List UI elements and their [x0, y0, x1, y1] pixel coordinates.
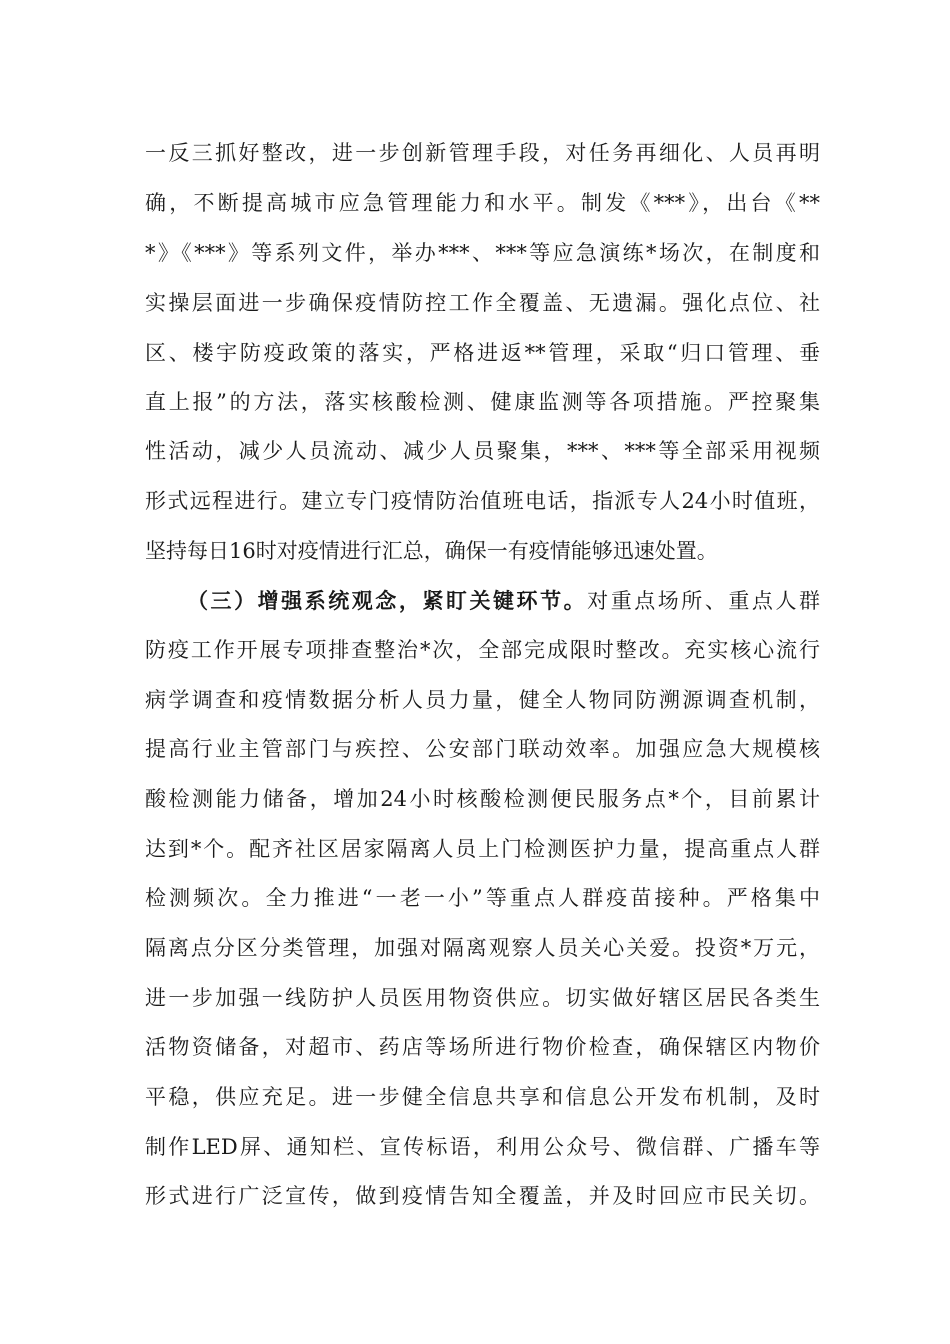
paragraph-2-line-1-rest: 对重点场所、重点人群 — [587, 589, 820, 613]
paragraph-1-line-5: 区、楼宇防疫政策的落实，严格进返**管理，采取“归口管理、垂 — [145, 341, 820, 365]
paragraph-1-line-9: 坚持每日16时对疫情进行汇总，确保一有疫情能够迅速处置。 — [145, 539, 718, 563]
paragraph-2-line-4: 提高行业主管部门与疾控、公安部门联动效率。加强应急大规模核 — [145, 737, 820, 761]
paragraph-2-line-6: 达到*个。配齐社区居家隔离人员上门检测医护力量，提高重点人群 — [145, 837, 820, 861]
paragraph-1-line-8: 形式远程进行。建立专门疫情防治值班电话，指派专人24小时值班， — [145, 489, 820, 513]
paragraph-1-line-6: 直上报”的方法，落实核酸检测、健康监测等各项措施。严控聚集 — [145, 390, 820, 414]
paragraph-2-line-5: 酸检测能力储备，增加24小时核酸检测便民服务点*个，目前累计 — [145, 787, 820, 811]
paragraph-1-line-1: 一反三抓好整改，进一步创新管理手段，对任务再细化、人员再明 — [145, 141, 820, 165]
paragraph-2-line-12: 制作LED屏、通知栏、宣传标语，利用公众号、微信群、广播车等 — [145, 1135, 820, 1159]
paragraph-2-line-1 — [187, 581, 820, 621]
paragraph-2-line-13: 形式进行广泛宣传，做到疫情告知全覆盖，并及时回应市民关切。 — [145, 1184, 820, 1208]
paragraph-2-line-7: 检测频次。全力推进“一老一小”等重点人群疫苗接种。严格集中 — [145, 886, 820, 910]
paragraph-2-line-11: 平稳，供应充足。进一步健全信息共享和信息公开发布机制，及时 — [145, 1085, 820, 1109]
paragraph-1-line-4: 实操层面进一步确保疫情防控工作全覆盖、无遗漏。强化点位、社 — [145, 291, 820, 315]
section-heading: （三）增强系统观念，紧盯关键环节。 — [187, 588, 588, 613]
paragraph-1-line-7: 性活动，减少人员流动、减少人员聚集，***、***等全部采用视频 — [145, 439, 820, 463]
paragraph-2-line-9: 进一步加强一线防护人员医用物资供应。切实做好辖区居民各类生 — [145, 986, 820, 1010]
paragraph-2-line-10: 活物资储备，对超市、药店等场所进行物价检查，确保辖区内物价 — [145, 1035, 820, 1059]
paragraph-2-line-8: 隔离点分区分类管理，加强对隔离观察人员关心关爱。投资*万元， — [145, 936, 820, 960]
paragraph-2-line-2: 防疫工作开展专项排查整治*次，全部完成限时整改。充实核心流行 — [145, 638, 820, 662]
paragraph-2-line-3: 病学调查和疫情数据分析人员力量，健全人物同防溯源调查机制， — [145, 688, 820, 712]
paragraph-1-line-2: 确，不断提高城市应急管理能力和水平。制发《***》，出台《** — [145, 191, 820, 215]
paragraph-1-line-3: *》《***》等系列文件，举办***、***等应急演练*场次，在制度和 — [145, 241, 820, 265]
